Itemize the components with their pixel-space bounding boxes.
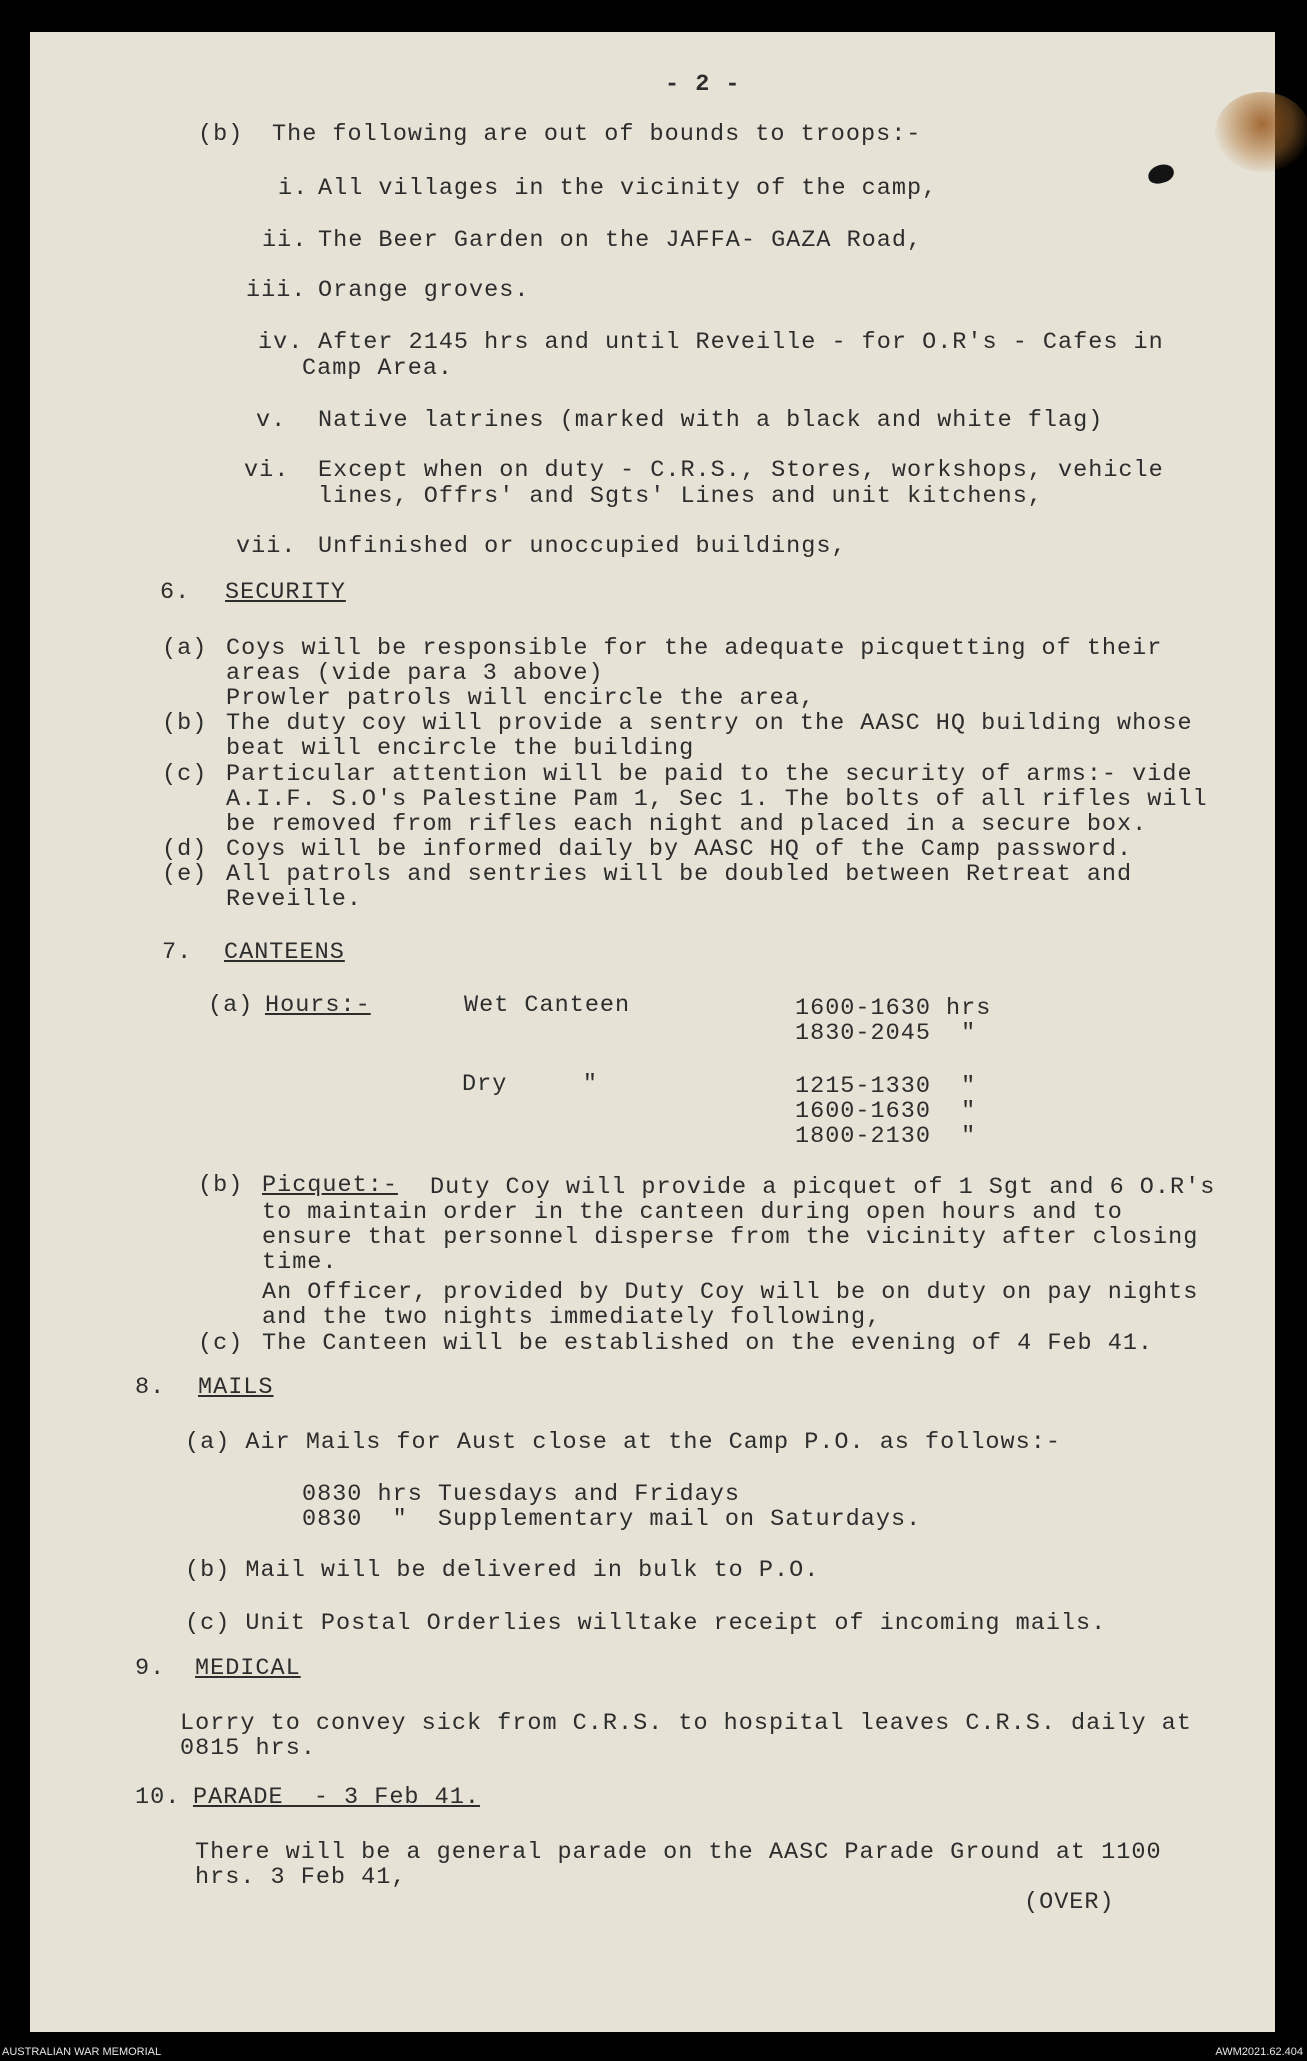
sec7-heading: CANTEENS [224,939,345,966]
sec8-heading: MAILS [198,1374,274,1401]
sec7-c-marker: (c) [198,1330,244,1357]
sec7-b-line: An Officer, provided by Duty Coy will be on duty on pay nights [262,1279,1199,1306]
sec6-num: 6. [160,579,191,606]
wet-time: 1830-2045 " [795,1020,977,1047]
sec6-marker: (c) [162,761,208,788]
oob-num: i. [278,175,309,202]
mail-time: 0830 hrs Tuesdays and Fridays [302,1481,740,1508]
sec6-marker: (a) [162,635,208,662]
sec7-b-line: to maintain order in the canteen during open hours and to [262,1199,1123,1226]
oob-item: All villages in the vicinity of the camp, [318,175,938,202]
wet-canteen-label: Wet Canteen [464,992,631,1019]
oob-num: vi. [244,457,290,484]
sec5-b-text: The following are out of bounds to troops:- [272,121,922,148]
sec10-num: 10. [135,1784,181,1811]
sec7-a-marker: (a) [208,992,254,1019]
sec7-num: 7. [162,939,193,966]
oob-item: After 2145 hrs and until Reveille - for O.R's - Cafes in [318,329,1164,356]
oob-num: vii. [236,533,297,560]
sec8-c: (c) Unit Postal Orderlies willtake receipt of incoming mails. [185,1610,1107,1637]
sec6-line: Particular attention will be paid to the security of arms:- vide [226,761,1193,788]
over-note: (OVER) [1024,1889,1115,1916]
oob-num: v. [256,407,287,434]
footer-source: AUSTRALIAN WAR MEMORIAL [2,2046,162,2058]
sec6-heading: SECURITY [225,579,346,606]
dry-time: 1215-1330 " [795,1073,977,1100]
oob-item: The Beer Garden on the JAFFA- GAZA Road, [318,227,923,254]
sec6-line: All patrols and sentries will be doubled between Retreat and [226,861,1133,888]
burn-stain [1215,92,1307,172]
sec6-line: be removed from rifles each night and placed in a secure box. [226,811,1148,838]
sec6-line: areas (vide para 3 above) [226,660,604,687]
paper-hole [1146,162,1175,185]
sec5-b-marker: (b) [198,121,244,148]
sec7-b-marker: (b) [198,1172,244,1199]
sec6-line: A.I.F. S.O's Palestine Pam 1, Sec 1. The bolts of all rifles will [226,786,1208,813]
sec9-line: Lorry to convey sick from C.R.S. to hospital leaves C.R.S. daily at [180,1710,1192,1737]
sec10-heading: PARADE - 3 Feb 41. [193,1784,480,1811]
dry-time: 1600-1630 " [795,1098,977,1125]
sec10-line: There will be a general parade on the AASC Parade Ground at 1100 [195,1839,1162,1866]
sec7-b-line: Duty Coy will provide a picquet of 1 Sgt and 6 O.R's [430,1174,1216,1201]
sec8-num: 8. [135,1374,166,1401]
oob-num: iv. [258,329,304,356]
sec9-line: 0815 hrs. [180,1735,316,1762]
oob-item: Unfinished or unoccupied buildings, [318,533,847,560]
oob-item-cont: lines, Offrs' and Sgts' Lines and unit kitchens, [318,483,1043,510]
sec6-line: Coys will be responsible for the adequate picquetting of their [226,635,1163,662]
sec6-line: Prowler patrols will encircle the area, [226,685,815,712]
sec9-num: 9. [135,1655,166,1682]
sec6-line: beat will encircle the building [226,735,695,762]
footer-id: AWM2021.62.404 [1215,2046,1303,2058]
sec7-b-line: time. [262,1249,338,1276]
dry-canteen-label: Dry " [462,1071,598,1098]
sec7-b-line: and the two nights immediately following, [262,1304,882,1331]
sec6-line: The duty coy will provide a sentry on the AASC HQ building whose [226,710,1193,737]
sec7-a-label: Hours:- [265,992,371,1019]
page-number: - 2 - [665,71,741,98]
sec10-line: hrs. 3 Feb 41, [195,1864,407,1891]
sec7-b-line: ensure that personnel disperse from the vicinity after closing [262,1224,1199,1251]
mail-time: 0830 " Supplementary mail on Saturdays. [302,1506,922,1533]
sec6-marker: (e) [162,861,208,888]
dry-time: 1800-2130 " [795,1123,977,1150]
sec8-b: (b) Mail will be delivered in bulk to P.O. [185,1557,820,1584]
sec6-line: Reveille. [226,886,362,913]
oob-item: Orange groves. [318,277,530,304]
sec7-c-text: The Canteen will be established on the evening of 4 Feb 41. [262,1330,1154,1357]
sec7-b-label: Picquet:- [262,1172,398,1199]
sec6-marker: (b) [162,710,208,737]
sec9-heading: MEDICAL [195,1655,301,1682]
sec6-marker: (d) [162,836,208,863]
sec6-line: Coys will be informed daily by AASC HQ of the Camp password. [226,836,1133,863]
wet-time: 1600-1630 hrs [795,995,992,1022]
oob-num: ii. [262,227,308,254]
oob-item: Native latrines (marked with a black and white flag) [318,407,1104,434]
oob-item-cont: Camp Area. [302,355,454,382]
oob-item: Except when on duty - C.R.S., Stores, workshops, vehicle [318,457,1164,484]
oob-num: iii. [246,277,307,304]
sec8-a: (a) Air Mails for Aust close at the Camp P.O. as follows:- [185,1429,1061,1456]
